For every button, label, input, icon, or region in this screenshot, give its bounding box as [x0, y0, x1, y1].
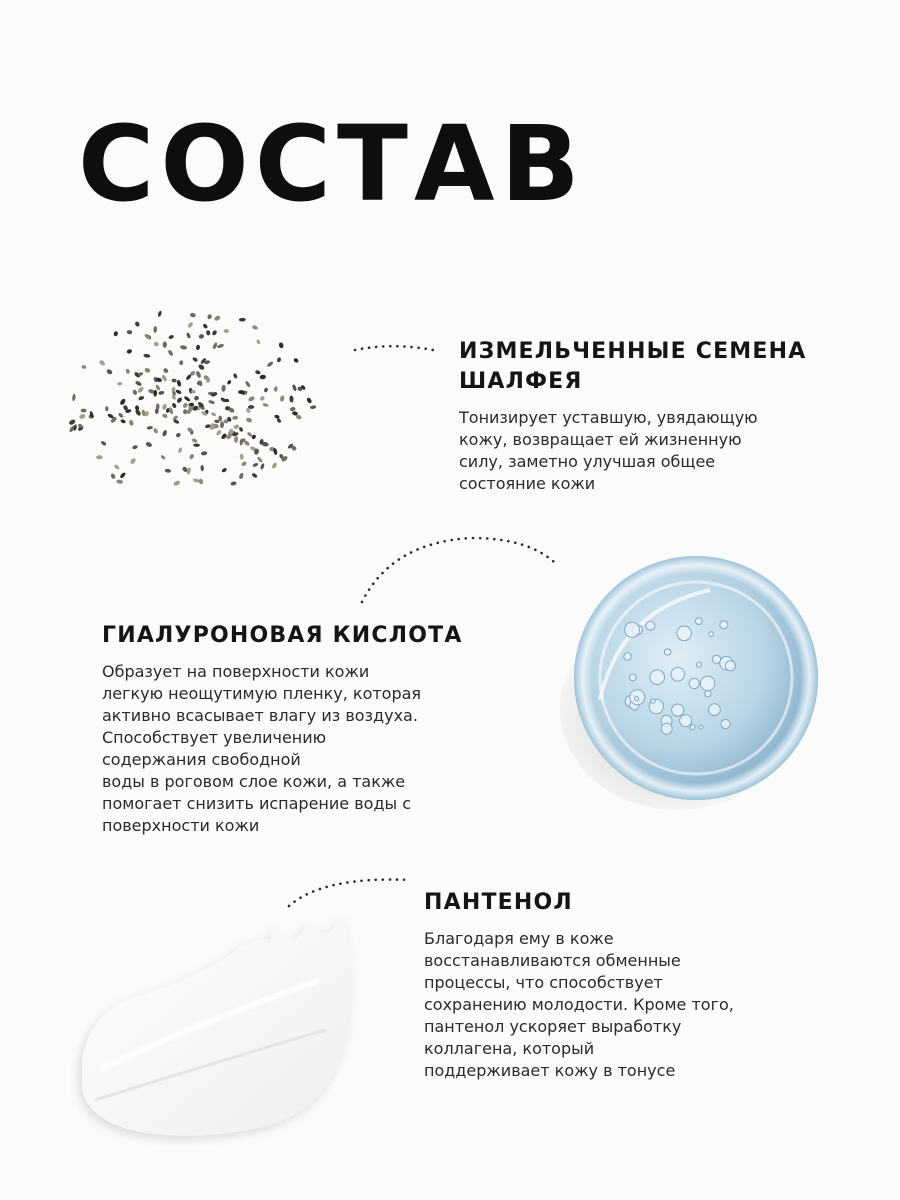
chia-seed — [251, 472, 258, 478]
chia-seed — [216, 429, 223, 436]
chia-seed — [214, 315, 222, 322]
ingredient-description-sage-seeds: Тонизирует уставшую, увядающую кожу, возвращает ей жизненную силу, заметно улучшая общее состояние кожи — [459, 408, 758, 493]
chia-seed — [113, 464, 120, 471]
bubble — [651, 699, 656, 704]
chia-seed — [171, 378, 176, 382]
bubble — [712, 655, 720, 663]
chia-seed — [175, 432, 181, 438]
chia-seed — [232, 415, 239, 420]
chia-seed — [105, 406, 108, 411]
chia-seed — [168, 334, 174, 339]
ingredient-heading-panthenol: ПАНТЕНОЛ — [424, 890, 573, 915]
chia-seed — [306, 397, 313, 404]
chia-seed — [206, 330, 211, 336]
chia-seed — [224, 329, 230, 333]
bubble — [671, 668, 685, 682]
bubble — [624, 653, 632, 661]
chia-seed — [192, 357, 199, 363]
bubble — [625, 622, 640, 637]
ingredient-description-hyaluronic-acid: Образует на поверхности кожи легкую неощутимую пленку, которая активно всасывает влагу из воздуха. Способствует увеличению содержания свободной воды в роговом слое кожи, а также помогает снизить испарение воды с поверхности кожи — [102, 662, 422, 835]
chia-seed — [171, 402, 177, 409]
chia-seed — [212, 342, 218, 350]
chia-seed — [230, 481, 237, 486]
chia-seed — [226, 379, 232, 385]
chia-seed — [183, 396, 191, 403]
dotted-connector — [283, 868, 418, 913]
chia-seed — [198, 363, 206, 370]
chia-seed — [289, 406, 296, 411]
bubble — [672, 704, 684, 716]
bubble — [629, 674, 636, 681]
chia-seed — [182, 402, 188, 409]
bubble — [709, 632, 714, 637]
chia-seed — [292, 384, 298, 392]
chia-seed — [153, 341, 159, 347]
chia-seed — [135, 380, 143, 387]
ingredient-description-panthenol: Благодаря ему в коже восстанавливаются обменные процессы, что способствует сохранению молодости. Кроме того, пантенол ускоряет выработку коллагена, который поддерживает кожу в тонусе — [424, 929, 734, 1080]
ingredient-heading-hyaluronic-acid: ГИАЛУРОНОВАЯ КИСЛОТА — [102, 623, 463, 648]
chia-seed — [195, 370, 202, 378]
chia-seed — [113, 331, 118, 337]
chia-seed — [127, 330, 133, 335]
chia-seed — [156, 403, 160, 409]
chia-seed — [241, 461, 248, 467]
chia-seed — [106, 368, 113, 375]
chia-seed — [278, 342, 284, 349]
chia-seed — [239, 454, 244, 460]
chia-seed — [173, 480, 181, 487]
bubble — [705, 691, 711, 697]
chia-seed — [138, 395, 145, 401]
bubble — [725, 661, 735, 671]
chia-seed — [128, 419, 134, 426]
chia-seed — [271, 462, 278, 469]
page-title: СОСТАВ — [78, 103, 586, 225]
chia-seed — [72, 394, 76, 402]
bubble — [721, 720, 730, 729]
chia-seed — [211, 412, 217, 417]
chia-seed — [273, 386, 278, 392]
chia-seed — [132, 445, 138, 450]
chia-seed — [134, 321, 140, 328]
chia-seed — [196, 344, 200, 350]
chia-seed — [163, 341, 167, 348]
chia-seed — [274, 414, 280, 419]
chia-seed — [125, 368, 130, 374]
chia-seed — [234, 436, 238, 443]
chia-seed — [160, 454, 166, 460]
chia-seed — [81, 408, 87, 412]
chia-seed — [193, 444, 200, 447]
chia-seed — [110, 473, 116, 480]
bubble — [646, 621, 655, 630]
chia-seed — [217, 343, 225, 349]
chia-seed — [178, 447, 183, 453]
bubble — [690, 725, 695, 730]
chia-seed — [179, 360, 183, 365]
chia-seed — [162, 413, 168, 419]
dotted-connector — [350, 338, 445, 358]
chia-seed — [132, 389, 138, 396]
chia-seed — [289, 395, 293, 402]
chia-seed — [186, 332, 192, 339]
bubble — [665, 649, 671, 655]
chia-seed — [310, 405, 317, 409]
chia-seed — [211, 329, 217, 336]
chia-seed — [96, 455, 103, 459]
chia-seed — [202, 323, 208, 329]
chia-seed — [255, 370, 261, 376]
bubble — [709, 704, 721, 716]
chia-seed — [220, 433, 227, 440]
chia-seed — [190, 312, 197, 318]
chia-seed — [180, 345, 188, 351]
chia-seed — [262, 403, 269, 408]
chia-seed — [143, 353, 151, 358]
chia-seed — [256, 339, 261, 345]
chia-seed — [266, 361, 274, 368]
chia-seed — [81, 365, 86, 369]
chia-seed — [208, 399, 215, 404]
chia-seed — [100, 440, 107, 446]
chia-seed — [260, 463, 265, 470]
chia-seed — [117, 382, 123, 386]
chia-seed — [79, 413, 86, 419]
chia-seed — [144, 367, 151, 373]
chia-seed — [176, 397, 183, 404]
chia-seed — [238, 472, 244, 479]
chia-seed — [119, 398, 126, 406]
chia-seed — [146, 426, 153, 430]
bubble — [677, 626, 692, 641]
ingredient-heading-sage-seeds: ИЗМЕЛЬЧЕННЫЕ СЕМЕНА ШАЛФЕЯ — [459, 339, 807, 394]
chia-seed — [256, 456, 263, 463]
chia-seed — [233, 373, 238, 379]
chia-seed — [116, 479, 123, 484]
bubble — [680, 715, 692, 727]
chia-seed — [201, 451, 208, 456]
chia-seed — [259, 395, 265, 401]
chia-seed — [145, 441, 153, 448]
chia-seed — [98, 359, 106, 366]
chia-seed — [238, 426, 243, 432]
bubble — [650, 670, 665, 685]
chia-seed — [248, 405, 254, 409]
chia-seed — [276, 357, 281, 363]
bubble — [635, 697, 639, 701]
chia-seed — [220, 421, 224, 428]
bubble — [695, 618, 702, 625]
chia-seed — [120, 419, 126, 424]
chia-seed — [207, 314, 213, 320]
chia-seed — [183, 409, 188, 415]
chia-seed — [158, 390, 165, 395]
chia-seed — [200, 465, 204, 471]
bubble — [720, 621, 728, 629]
chia-seed — [161, 374, 168, 382]
cream-smear-image — [70, 910, 370, 1145]
chia-seed — [119, 472, 126, 479]
chia-seed — [252, 325, 259, 331]
chia-seed — [118, 412, 125, 419]
chia-seed — [165, 468, 172, 473]
chia-seed — [187, 321, 194, 328]
chia-seed — [135, 405, 140, 411]
chia-seed — [221, 467, 227, 473]
chia-seed — [233, 424, 240, 430]
chia-seed — [155, 384, 161, 391]
chia-seed — [263, 387, 268, 393]
chia-seed — [191, 438, 198, 444]
water-glass-image — [560, 550, 835, 825]
chia-seed — [244, 380, 251, 388]
chia-seed — [73, 424, 78, 431]
chia-seed — [126, 348, 132, 354]
chia-seed — [293, 357, 299, 363]
chia-seed — [153, 427, 159, 434]
chia-seed — [193, 395, 200, 402]
chia-seed — [248, 395, 256, 402]
chia-seeds-image — [55, 290, 335, 515]
chia-seed — [280, 395, 285, 402]
chia-seed — [191, 390, 196, 393]
chia-seed — [260, 375, 267, 380]
chia-seed — [162, 367, 169, 374]
bubble — [661, 723, 672, 734]
dotted-connector — [352, 530, 562, 610]
bubble — [700, 676, 715, 691]
chia-seed — [129, 457, 136, 464]
chia-seed — [176, 380, 181, 388]
chia-seed — [193, 478, 200, 483]
chia-seed — [153, 326, 157, 333]
bubble — [689, 678, 699, 688]
chia-seed — [175, 389, 182, 395]
chia-seed — [162, 429, 168, 437]
bubble — [696, 662, 701, 667]
chia-seed — [157, 310, 162, 317]
bubble — [699, 725, 703, 729]
chia-seed — [239, 318, 246, 322]
chia-seed — [252, 462, 258, 467]
chia-seed — [137, 386, 145, 394]
chia-seed — [167, 349, 174, 356]
chia-seed — [198, 334, 204, 340]
chia-seed — [245, 417, 252, 424]
chia-seed — [221, 385, 226, 392]
chia-seed — [171, 386, 176, 392]
chia-seed — [189, 453, 195, 460]
